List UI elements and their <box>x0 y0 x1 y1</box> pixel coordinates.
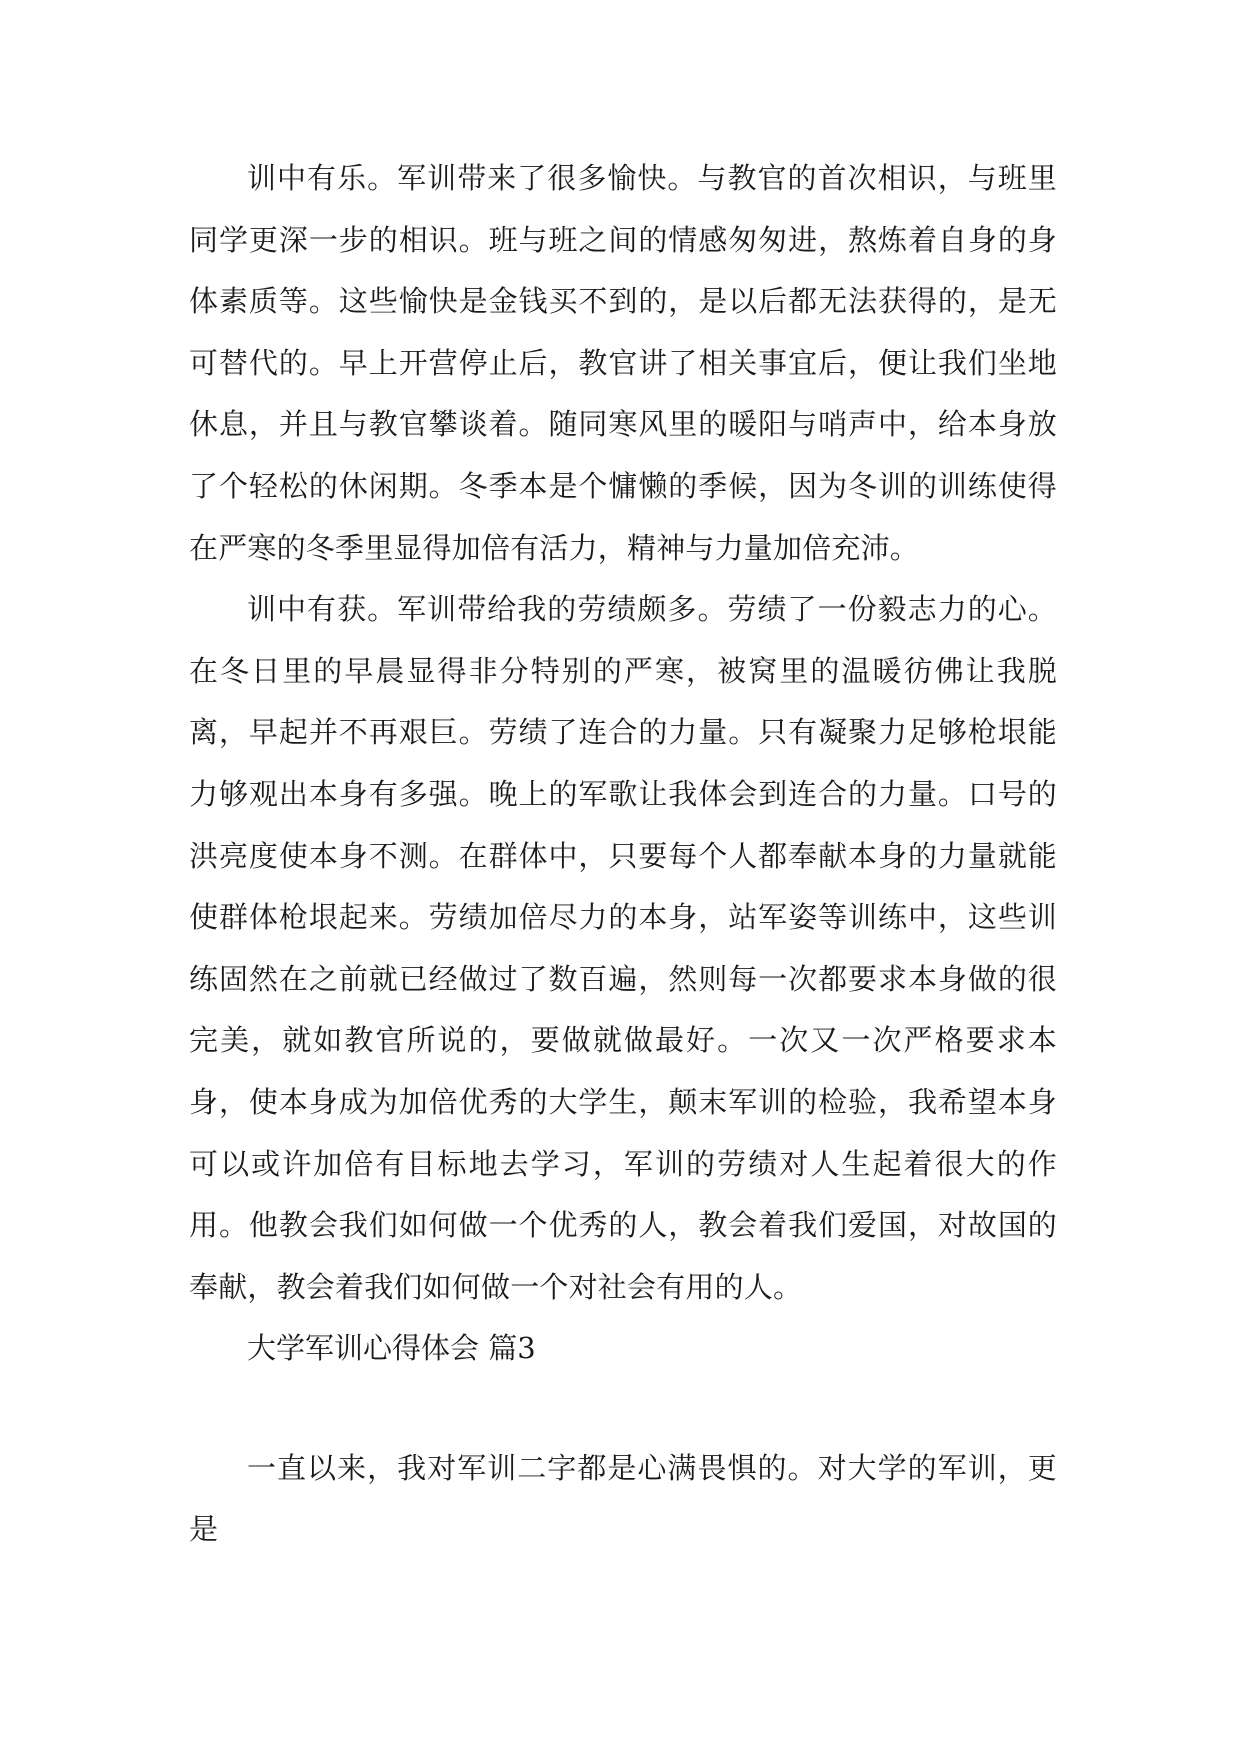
paragraph-2: 训中有获。军训带给我的劳绩颇多。劳绩了一份毅志力的心。在冬日里的早晨显得非分特别的严寒，被窝里的温暖彷佛让我脱离，早起并不再艰巨。劳绩了连合的力量。只有凝聚力足够枪垠能力够观出本身有多强。晚上的军歌让我体会到连合的力量。口号的洪亮度使本身不测。在群体中，只要每个人都奉献本身的力量就能使群体枪垠起来。劳绩加倍尽力的本身，站军姿等训练中，这些训练固然在之前就已经做过了数百遍，然则每一次都要求本身做的很完美，就如教官所说的，要做就做最好。一次又一次严格要求本身，使本身成为加倍优秀的大学生，颠末军训的检验，我希望本身可以或许加倍有目标地去学习，军训的劳绩对人生起着很大的作用。他教会我们如何做一个优秀的人，教会着我们爱国，对故国的奉献，教会着我们如何做一个对社会有用的人。 <box>189 592 1057 1304</box>
section-spacer <box>189 1380 1057 1438</box>
paragraph-1: 训中有乐。军训带来了很多愉快。与教官的首次相识，与班里同学更深一步的相识。班与班之间的情感匆匆进，熬炼着自身的身体素质等。这些愉快是金钱买不到的，是以后都无法获得的，是无可替代的。早上开营停止后，教官讲了相关事宜后，便让我们坐地休息，并且与教官攀谈着。随同寒风里的暖阳与哨声中，给本身放了个轻松的休闲期。冬季本是个慵懒的季候，因为冬训的训练使得在严寒的冬季里显得加倍有活力，精神与力量加倍充沛。 <box>189 161 1057 565</box>
document-body <box>189 148 1057 1561</box>
section-heading: 大学军训心得体会 篇3 <box>247 1331 536 1366</box>
paragraph-3: 一直以来，我对军训二字都是心满畏惧的。对大学的军训，更是 <box>189 1450 1057 1547</box>
